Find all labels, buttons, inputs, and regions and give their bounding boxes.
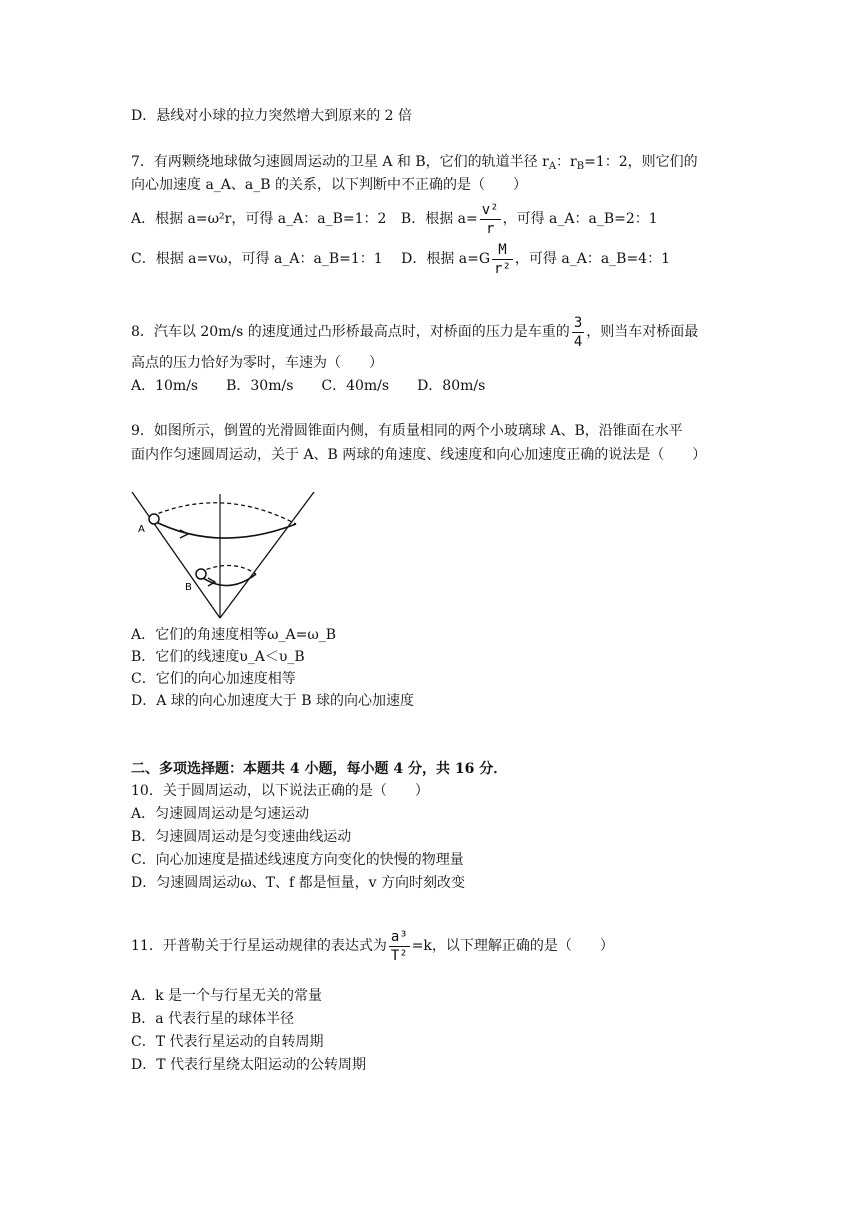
- q7-options-ab: [131, 201, 658, 237]
- q10-option-d: D．匀速圆周运动ω、T、f 都是恒量，v 方向时刻改变: [131, 875, 465, 891]
- q9-option-a: A．它们的角速度相等ω_A=ω_B: [131, 627, 337, 643]
- q9-option-d: D．A 球的向心加速度大于 B 球的向心加速度: [131, 693, 414, 709]
- q11-option-a: A．k 是一个与行星无关的常量: [131, 988, 323, 1004]
- label-ball-b: B: [185, 582, 192, 593]
- q7-option-c: C．根据 a=vω，可得 a_A：a_B=1：1: [131, 251, 383, 267]
- q7-stem-line2: 向心加速度 a_A、a_B 的关系，以下判断中不正确的是（ ）: [131, 177, 527, 193]
- q11-stem: 11．开普勒关于行星运动规律的表达式为 $\frac{\text{a³}}{\text{T²}}$ =k，以下理解正确的是（ ）: [131, 928, 614, 964]
- q8-fraction: $\frac{3}{4}$: [573, 314, 583, 350]
- q9-stem-line1: 9．如图所示，倒置的光滑圆锥面内侧，有质量相同的两个小玻璃球 A、B，沿锥面在水平: [131, 423, 683, 439]
- q8-options: A．10m/s B．30m/s C．40m/s D．80m/s: [131, 378, 486, 394]
- orbit-b-back: [200, 565, 256, 574]
- q11-option-d: D．T 代表行星绕太阳运动的公转周期: [131, 1057, 367, 1073]
- q10-stem: 10．关于圆周运动，以下说法正确的是（ ）: [131, 783, 429, 799]
- cone-figure: [128, 492, 318, 620]
- ball-a: [149, 514, 159, 524]
- q7-option-a: A．根据 a=ω²r，可得 a_A：a_B=1：2: [131, 211, 387, 227]
- q10-option-c: C．向心加速度是描述线速度方向变化的快慢的物理量: [131, 852, 464, 868]
- orbit-b-front: [200, 574, 256, 586]
- q9-option-b: B．它们的线速度υ_A＜υ_B: [131, 649, 305, 665]
- q8-stem-line2: 高点的压力恰好为零时，车速为（ ）: [131, 355, 383, 371]
- orbit-a-front: [152, 520, 296, 538]
- ball-b: [196, 569, 206, 579]
- q11-option-c: C．T 代表行星运动的自转周期: [131, 1034, 324, 1050]
- q7-stem-line1: 7．有两颗绕地球做匀速圆周运动的卫星 A 和 B，它们的轨道半径 $r_A$：$r_B=1$：2，则它们的: [131, 154, 698, 172]
- q6-option-d: D．悬线对小球的拉力突然增大到原来的 2 倍: [131, 108, 413, 124]
- q7-option-b: B．根据 a= $\frac{\text{v²}}{r}$ ，可得 a_A：a_B=2：1: [400, 201, 658, 237]
- q7-option-d-fraction: $\frac{M}{\text{r²}}$: [494, 241, 511, 277]
- q8-stem-line1: 8．汽车以 20m/s 的速度通过凸形桥最高点时，对桥面的压力是车重的 $\frac{3}{4}$ ，则当车对桥面最: [131, 314, 699, 350]
- q11-fraction: $\frac{\text{a³}}{\text{T²}}$: [390, 928, 408, 964]
- q11-option-b: B．a 代表行星的球体半径: [131, 1011, 295, 1027]
- cone-right-edge: [220, 492, 314, 618]
- q7-option-b-fraction: $\frac{\text{v²}}{r}$: [481, 201, 499, 237]
- q10-option-b: B．匀速圆周运动是匀变速曲线运动: [131, 829, 352, 845]
- q9-stem-line2: 面内作匀速圆周运动，关于 A、B 两球的角速度、线速度和向心加速度正确的说法是（ ）: [131, 447, 707, 463]
- cone-left-edge: [132, 492, 220, 618]
- q7-options-cd: [131, 240, 670, 278]
- label-ball-a: A: [138, 524, 145, 535]
- q10-option-a: A．匀速圆周运动是匀速运动: [131, 806, 310, 822]
- orbit-a-arrow: [180, 530, 188, 538]
- q9-option-c: C．它们的向心加速度相等: [131, 671, 296, 687]
- orbit-a-back: [152, 503, 296, 524]
- q7-option-d: D．根据 a=G $\frac{M}{\text{r²}}$ ，可得 a_A：a_B=4：1: [401, 241, 670, 277]
- section-2-title: 二、多项选择题：本题共 4 小题，每小题 4 分，共 16 分．: [131, 761, 508, 777]
